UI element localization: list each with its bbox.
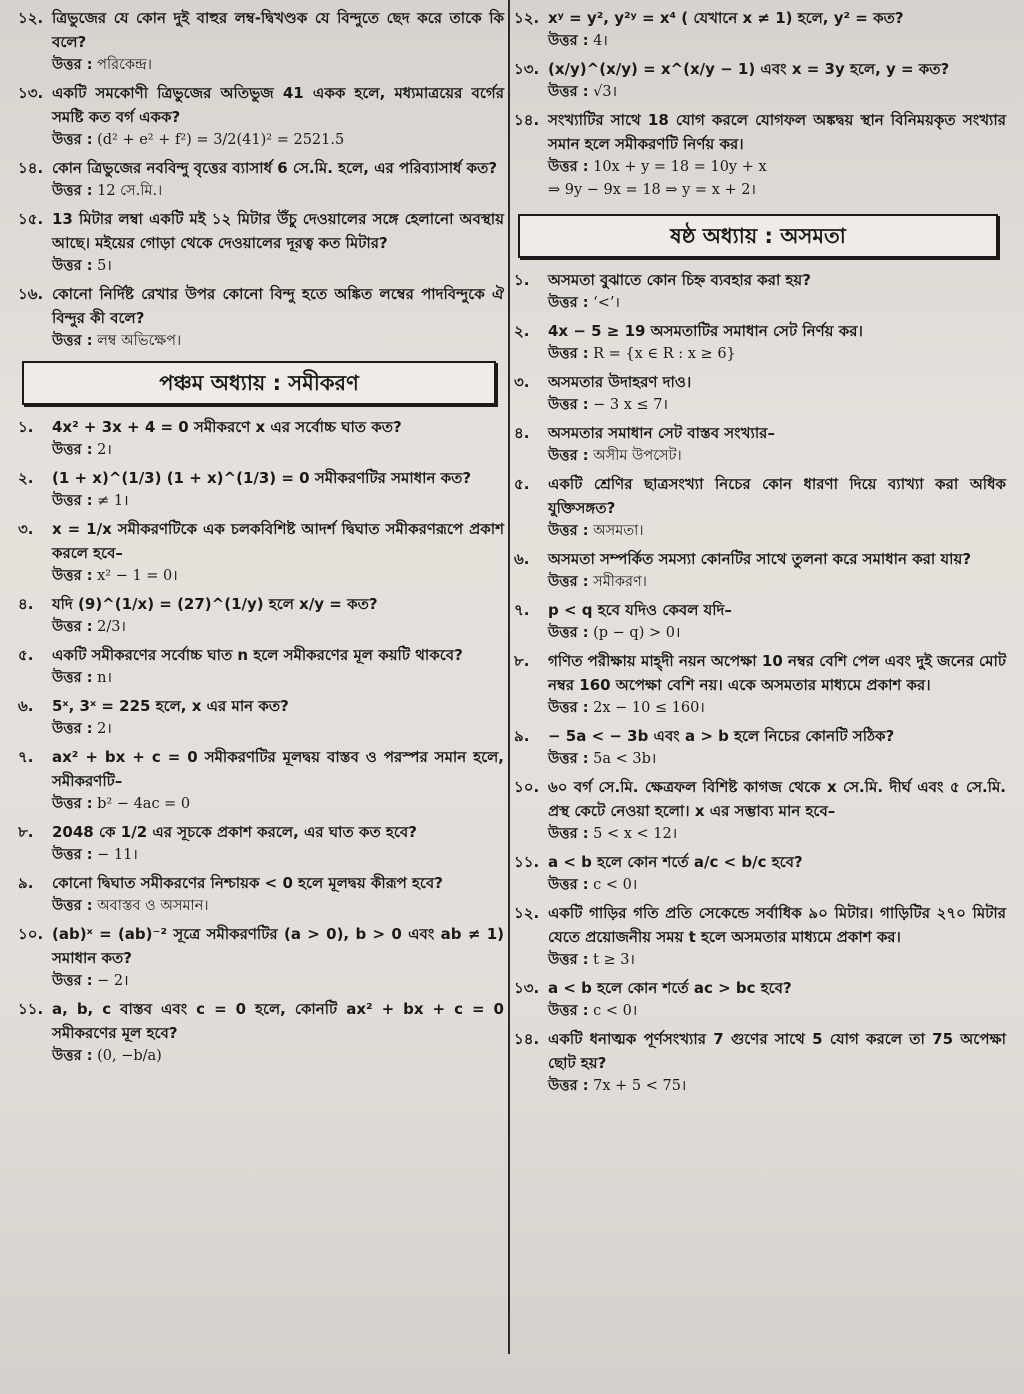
question-body bbox=[548, 421, 1006, 468]
answer-label: উত্তর : bbox=[548, 1003, 589, 1019]
question-item bbox=[514, 108, 1006, 202]
question-text: (1 + x)^(1/3) (1 + x)^(1/3) = 0 সমীকরণটির সমাধান কত? bbox=[52, 469, 472, 487]
answer-line bbox=[548, 1075, 1006, 1098]
answer-line bbox=[52, 490, 504, 513]
question-number: ১৬. bbox=[18, 285, 44, 303]
question-body bbox=[548, 472, 1006, 543]
answer-line bbox=[548, 874, 1006, 897]
question-number: ৯. bbox=[514, 727, 530, 745]
question-item bbox=[514, 57, 1006, 104]
question-text: একটি সমীকরণের সর্বোচ্চ ঘাত n হলে সমীকরণের মূল কয়টি থাকবে? bbox=[52, 646, 463, 664]
answer-continuation: ⇒ 9y − 9x = 18 ⇒ y = x + 2। bbox=[548, 182, 756, 198]
answer-line bbox=[548, 697, 1006, 720]
question-number: ৮. bbox=[514, 652, 530, 670]
question-number: ৫. bbox=[514, 475, 530, 493]
answer-label: উত্তর : bbox=[52, 493, 93, 509]
question-text: অসমতার উদাহরণ দাও। bbox=[548, 373, 692, 391]
question-item bbox=[18, 643, 504, 690]
question-text: 2048 কে 1/2 এর সূচকে প্রকাশ করলে, এর ঘাত কত হবে? bbox=[52, 823, 417, 841]
question-number: ১৪. bbox=[514, 1030, 540, 1048]
question-text: − 5a < − 3b এবং a > b হলে নিচের কোনটি সঠিক? bbox=[548, 727, 895, 745]
answer-value: − 2। bbox=[97, 973, 129, 989]
question-text: ত্রিভুজের যে কোন দুই বাহুর লম্ব-দ্বিখণ্ডক যে বিন্দুতে ছেদ করে তাকে কি বলে? bbox=[52, 9, 504, 51]
answer-label: উত্তর : bbox=[548, 523, 589, 539]
question-item bbox=[514, 775, 1006, 846]
question-number: ৭. bbox=[18, 748, 34, 766]
answer-label: উত্তর : bbox=[548, 1078, 589, 1094]
answer-label: উত্তর : bbox=[548, 952, 589, 968]
question-body bbox=[548, 976, 1006, 1023]
question-item bbox=[18, 820, 504, 867]
answer-line bbox=[52, 793, 504, 816]
question-body bbox=[52, 643, 504, 690]
question-item bbox=[18, 694, 504, 741]
question-number: ১২. bbox=[514, 9, 540, 27]
answer-value: 7x + 5 < 75। bbox=[593, 1078, 687, 1094]
answer-value: 2। bbox=[97, 442, 112, 458]
answer-line bbox=[52, 895, 504, 918]
answer-value: − 3 x ≤ 7। bbox=[593, 397, 668, 413]
answer-value: 4। bbox=[593, 33, 608, 49]
question-number: ২. bbox=[514, 322, 530, 340]
answer-label: উত্তর : bbox=[548, 448, 589, 464]
question-number: ১০. bbox=[18, 925, 44, 943]
question-body bbox=[548, 649, 1006, 720]
question-item bbox=[18, 282, 504, 353]
question-number: ১৪. bbox=[514, 111, 540, 129]
answer-label: উত্তর : bbox=[52, 796, 93, 812]
answer-label: উত্তর : bbox=[52, 619, 93, 635]
question-number: ১০. bbox=[514, 778, 540, 796]
answer-label: উত্তর : bbox=[52, 568, 93, 584]
answer-label: উত্তর : bbox=[548, 877, 589, 893]
answer-value: অবাস্তব ও অসমান। bbox=[97, 898, 209, 914]
left-items-chapter4 bbox=[18, 6, 504, 353]
right-items-chapter6 bbox=[514, 268, 1006, 1098]
question-body bbox=[548, 1027, 1006, 1098]
question-body bbox=[52, 415, 504, 462]
column-divider bbox=[508, 0, 510, 1354]
question-text: কোনো নির্দিষ্ট রেখার উপর কোনো বিন্দু হতে অঙ্কিত লম্বের পাদবিন্দুকে ঐ বিন্দুর কী বলে? bbox=[52, 285, 504, 327]
answer-value: (p − q) > 0। bbox=[593, 625, 681, 641]
question-text: যদি (9)^(1/x) = (27)^(1/y) হলে x/y = কত? bbox=[52, 595, 378, 613]
answer-line bbox=[52, 255, 504, 278]
question-number: ৪. bbox=[18, 595, 34, 613]
question-body bbox=[52, 694, 504, 741]
question-text: ax² + bx + c = 0 সমীকরণটির মূলদ্বয় বাস্তব ও পরস্পর সমান হলে, সমীকরণটি– bbox=[52, 748, 504, 790]
question-number: ১১. bbox=[514, 853, 540, 871]
answer-value: n। bbox=[97, 670, 112, 686]
question-text: x = 1/x সমীকরণটিকে এক চলকবিশিষ্ট আদর্শ দ্বিঘাত সমীকরণরূপে প্রকাশ করলে হবে– bbox=[52, 520, 504, 562]
question-number: ১৩. bbox=[18, 84, 44, 102]
question-item bbox=[514, 649, 1006, 720]
question-item bbox=[18, 207, 504, 278]
question-body bbox=[52, 922, 504, 993]
question-number: ২. bbox=[18, 469, 34, 487]
answer-value: অসমতা। bbox=[593, 523, 644, 539]
answer-value: 5 < x < 12। bbox=[593, 826, 678, 842]
answer-label: উত্তর : bbox=[52, 132, 93, 148]
question-text: কোন ত্রিভুজের নববিন্দু বৃত্তের ব্যাসার্ধ 6 সে.মি. হলে, এর পরিব্যাসার্ধ কত? bbox=[52, 159, 498, 177]
question-body bbox=[52, 156, 504, 203]
question-number: ১১. bbox=[18, 1000, 44, 1018]
answer-label: উত্তর : bbox=[52, 847, 93, 863]
question-number: ১৪. bbox=[18, 159, 44, 177]
question-item bbox=[514, 268, 1006, 315]
answer-label: উত্তর : bbox=[52, 333, 93, 349]
answer-line bbox=[548, 81, 1006, 104]
answer-label: উত্তর : bbox=[52, 721, 93, 737]
answer-value: 12 সে.মি.। bbox=[97, 183, 163, 199]
question-body bbox=[52, 997, 504, 1068]
answer-line bbox=[548, 571, 1006, 594]
question-number: ৯. bbox=[18, 874, 34, 892]
chapter5-heading: পঞ্চম অধ্যায় : সমীকরণ bbox=[22, 361, 496, 405]
question-body bbox=[52, 745, 504, 816]
answer-value: b² − 4ac = 0 bbox=[97, 796, 191, 812]
question-text: একটি গাড়ির গতি প্রতি সেকেন্ডে সর্বাধিক ৯০ মিটার। গাড়িটির ২৭০ মিটার যেতে প্রয়োজনীয় সময় t হলে অসমতার মাধ্যমে প্রকাশ কর। bbox=[548, 904, 1006, 946]
question-item bbox=[18, 871, 504, 918]
question-body bbox=[52, 81, 504, 152]
question-body bbox=[548, 370, 1006, 417]
question-number: ৬. bbox=[18, 697, 34, 715]
answer-value: x² − 1 = 0। bbox=[97, 568, 178, 584]
answer-label: উত্তর : bbox=[52, 57, 93, 73]
question-body bbox=[52, 282, 504, 353]
answer-label: উত্তর : bbox=[52, 973, 93, 989]
question-item bbox=[514, 598, 1006, 645]
question-item bbox=[18, 415, 504, 462]
question-text: p < q হবে যদিও কেবল যদি– bbox=[548, 601, 732, 619]
question-number: ৩. bbox=[18, 520, 34, 538]
answer-label: উত্তর : bbox=[548, 84, 589, 100]
answer-line bbox=[52, 616, 504, 639]
question-text: xʸ = y², y²ʸ = x⁴ ( যেখানে x ≠ 1) হলে, y² = কত? bbox=[548, 9, 904, 27]
question-number: ১৩. bbox=[514, 60, 540, 78]
question-item bbox=[18, 466, 504, 513]
answer-label: উত্তর : bbox=[548, 397, 589, 413]
question-body bbox=[548, 775, 1006, 846]
question-text: 4x − 5 ≥ 19 অসমতাটির সমাধান সেট নির্ণয় কর। bbox=[548, 322, 863, 340]
question-body bbox=[52, 871, 504, 918]
question-text: সংখ্যাটির সাথে 18 যোগ করলে যোগফল অঙ্কদ্বয় স্থান বিনিময়কৃত সংখ্যার সমান হলে সমীকরণটি নির্ণয় কর। bbox=[548, 111, 1006, 153]
question-text: a, b, c বাস্তব এবং c = 0 হলে, কোনটি ax² + bx + c = 0 সমীকরণের মূল হবে? bbox=[52, 1000, 504, 1042]
answer-line bbox=[52, 718, 504, 741]
answer-value: ‘<’। bbox=[593, 295, 620, 311]
answer-value: লম্ব অভিক্ষেপ। bbox=[97, 333, 182, 349]
answer-line bbox=[52, 439, 504, 462]
question-text: ৬০ বর্গ সে.মি. ক্ষেত্রফল বিশিষ্ট কাগজ থেকে x সে.মি. দীর্ঘ এবং ৫ সে.মি. প্রস্থ কেটে নেওয়া হলো। x এর সম্ভাব্য মান হবে– bbox=[548, 778, 1006, 820]
answer-line bbox=[548, 622, 1006, 645]
question-body bbox=[548, 547, 1006, 594]
answer-line bbox=[548, 748, 1006, 771]
question-item bbox=[18, 997, 504, 1068]
question-item bbox=[18, 156, 504, 203]
question-text: একটি শ্রেণির ছাত্রসংখ্যা নিচের কোন ধারণা দিয়ে ব্যাখ্যা করা অধিক যুক্তিসঙ্গত? bbox=[548, 475, 1006, 517]
left-items-chapter5 bbox=[18, 415, 504, 1068]
answer-line bbox=[52, 844, 504, 867]
answer-value: t ≥ 3। bbox=[593, 952, 636, 968]
answer-line bbox=[52, 1045, 504, 1068]
question-body bbox=[548, 108, 1006, 202]
answer-label: উত্তর : bbox=[52, 898, 93, 914]
right-column bbox=[514, 6, 1006, 1394]
answer-value: অসীম উপসেট। bbox=[593, 448, 682, 464]
question-item bbox=[18, 745, 504, 816]
question-item bbox=[18, 6, 504, 77]
question-body bbox=[548, 901, 1006, 972]
question-body bbox=[52, 466, 504, 513]
question-number: ৩. bbox=[514, 373, 530, 391]
question-item bbox=[514, 6, 1006, 53]
question-number: ৪. bbox=[514, 424, 530, 442]
question-text: (ab)ˣ = (ab)⁻² সূত্রে সমীকরণটির (a > 0), b > 0 এবং ab ≠ 1) সমাধান কত? bbox=[52, 925, 504, 967]
answer-label: উত্তর : bbox=[548, 33, 589, 49]
question-item bbox=[514, 421, 1006, 468]
question-text: গণিত পরীক্ষায় মাহ্দী নয়ন অপেক্ষা 10 নম্বর বেশি পেল এবং দুই জনের মোট নম্বর 160 অপেক্ষা বেশি নয়। একে অসমতার মাধ্যমে প্রকাশ কর। bbox=[548, 652, 1006, 694]
question-text: অসমতার সমাধান সেট বাস্তব সংখ্যার– bbox=[548, 424, 775, 442]
question-text: a < b হলে কোন শর্তে a/c < b/c হবে? bbox=[548, 853, 803, 871]
question-item bbox=[18, 922, 504, 993]
question-number: ১২. bbox=[514, 904, 540, 922]
answer-line bbox=[52, 667, 504, 690]
answer-line bbox=[52, 565, 504, 588]
chapter6-heading: ষষ্ঠ অধ্যায় : অসমতা bbox=[518, 214, 998, 258]
right-items-chapter5 bbox=[514, 6, 1006, 202]
question-number: ১৩. bbox=[514, 979, 540, 997]
answer-label: উত্তর : bbox=[548, 625, 589, 641]
answer-line bbox=[548, 823, 1006, 846]
question-item bbox=[514, 850, 1006, 897]
left-column bbox=[18, 6, 504, 1394]
question-item bbox=[18, 517, 504, 588]
question-number: ১. bbox=[514, 271, 530, 289]
question-item bbox=[514, 472, 1006, 543]
question-text: (x/y)^(x/y) = x^(x/y − 1) এবং x = 3y হলে, y = কত? bbox=[548, 60, 950, 78]
answer-label: উত্তর : bbox=[548, 295, 589, 311]
answer-label: উত্তর : bbox=[548, 826, 589, 842]
question-body bbox=[548, 724, 1006, 771]
answer-value: 2। bbox=[97, 721, 112, 737]
answer-value: 2/3। bbox=[97, 619, 126, 635]
answer-label: উত্তর : bbox=[52, 670, 93, 686]
question-item bbox=[514, 901, 1006, 972]
answer-value: ≠ 1। bbox=[97, 493, 129, 509]
answer-line bbox=[548, 343, 1006, 366]
question-body bbox=[52, 820, 504, 867]
answer-label: উত্তর : bbox=[52, 442, 93, 458]
question-text: কোনো দ্বিঘাত সমীকরণের নিশ্চায়ক < 0 হলে মূলদ্বয় কীরূপ হবে? bbox=[52, 874, 443, 892]
question-number: ৫. bbox=[18, 646, 34, 664]
answer-line bbox=[548, 394, 1006, 417]
answer-value: 5। bbox=[97, 258, 112, 274]
answer-line bbox=[52, 54, 504, 77]
answer-line bbox=[52, 330, 504, 353]
question-text: 4x² + 3x + 4 = 0 সমীকরণে x এর সর্বোচ্চ ঘাত কত? bbox=[52, 418, 402, 436]
question-text: 5ˣ, 3ˣ = 225 হলে, x এর মান কত? bbox=[52, 697, 289, 715]
question-item bbox=[514, 370, 1006, 417]
answer-value: (d² + e² + f²) = 3/2(41)² = 2521.5 bbox=[97, 132, 345, 148]
question-item bbox=[514, 976, 1006, 1023]
question-body bbox=[548, 850, 1006, 897]
answer-line bbox=[52, 970, 504, 993]
question-body bbox=[52, 207, 504, 278]
question-item bbox=[18, 592, 504, 639]
answer-value: সমীকরণ। bbox=[593, 574, 647, 590]
answer-value: √3। bbox=[593, 84, 618, 100]
question-number: ৭. bbox=[514, 601, 530, 619]
question-body bbox=[52, 6, 504, 77]
question-item bbox=[514, 319, 1006, 366]
question-body bbox=[548, 268, 1006, 315]
question-item bbox=[514, 724, 1006, 771]
answer-label: উত্তর : bbox=[548, 574, 589, 590]
question-body bbox=[52, 517, 504, 588]
answer-label: উত্তর : bbox=[548, 751, 589, 767]
question-text: 13 মিটার লম্বা একটি মই ১২ মিটার উঁচু দেওয়ালের সঙ্গে হেলানো অবস্থায় আছে। মইয়ের গোড়া থেকে দেওয়ালের দূরত্ব কত মিটার? bbox=[52, 210, 504, 252]
answer-line bbox=[548, 292, 1006, 315]
question-text: অসমতা সম্পর্কিত সমস্যা কোনটির সাথে তুলনা করে সমাধান করা যায়? bbox=[548, 550, 972, 568]
answer-line bbox=[548, 445, 1006, 468]
answer-line bbox=[52, 180, 504, 203]
answer-label: উত্তর : bbox=[548, 700, 589, 716]
answer-label: উত্তর : bbox=[548, 159, 589, 175]
question-number: ১২. bbox=[18, 9, 44, 27]
question-number: ১. bbox=[18, 418, 34, 436]
question-number: ১৫. bbox=[18, 210, 44, 228]
question-text: একটি সমকোণী ত্রিভুজের অতিভুজ 41 একক হলে, মধ্যমাত্রয়ের বর্গের সমষ্টি কত বর্গ একক? bbox=[52, 84, 504, 126]
question-text: একটি ধনাত্মক পূর্ণসংখ্যার 7 গুণের সাথে 5 যোগ করলে তা 75 অপেক্ষা ছোট হয়? bbox=[548, 1030, 1006, 1072]
answer-value: 5a < 3b। bbox=[593, 751, 657, 767]
answer-label: উত্তর : bbox=[52, 258, 93, 274]
question-text: অসমতা বুঝাতে কোন চিহ্ন ব্যবহার করা হয়? bbox=[548, 271, 811, 289]
answer-value: 2x − 10 ≤ 160। bbox=[593, 700, 705, 716]
question-item bbox=[514, 1027, 1006, 1098]
answer-line bbox=[548, 520, 1006, 543]
question-body bbox=[52, 592, 504, 639]
answer-line bbox=[548, 156, 1006, 179]
question-item bbox=[18, 81, 504, 152]
answer-line bbox=[548, 949, 1006, 972]
answer-value: 10x + y = 18 = 10y + x bbox=[593, 159, 767, 175]
question-item bbox=[514, 547, 1006, 594]
answer-label: উত্তর : bbox=[52, 1048, 93, 1064]
answer-line bbox=[548, 1000, 1006, 1023]
answer-line bbox=[548, 30, 1006, 53]
answer-label: উত্তর : bbox=[548, 346, 589, 362]
answer-value: (0, −b/a) bbox=[97, 1048, 162, 1064]
question-text: a < b হলে কোন শর্তে ac > bc হবে? bbox=[548, 979, 792, 997]
answer-value: R = {x ∈ R : x ≥ 6} bbox=[593, 346, 736, 362]
answer-value: পরিকেন্দ্র। bbox=[97, 57, 152, 73]
answer-label: উত্তর : bbox=[52, 183, 93, 199]
question-number: ৬. bbox=[514, 550, 530, 568]
question-body bbox=[548, 57, 1006, 104]
answer-value: c < 0। bbox=[593, 877, 638, 893]
question-body bbox=[548, 319, 1006, 366]
question-body bbox=[548, 6, 1006, 53]
answer-value: c < 0। bbox=[593, 1003, 638, 1019]
answer-line bbox=[52, 129, 504, 152]
question-body bbox=[548, 598, 1006, 645]
answer-value: − 11। bbox=[97, 847, 138, 863]
question-number: ৮. bbox=[18, 823, 34, 841]
